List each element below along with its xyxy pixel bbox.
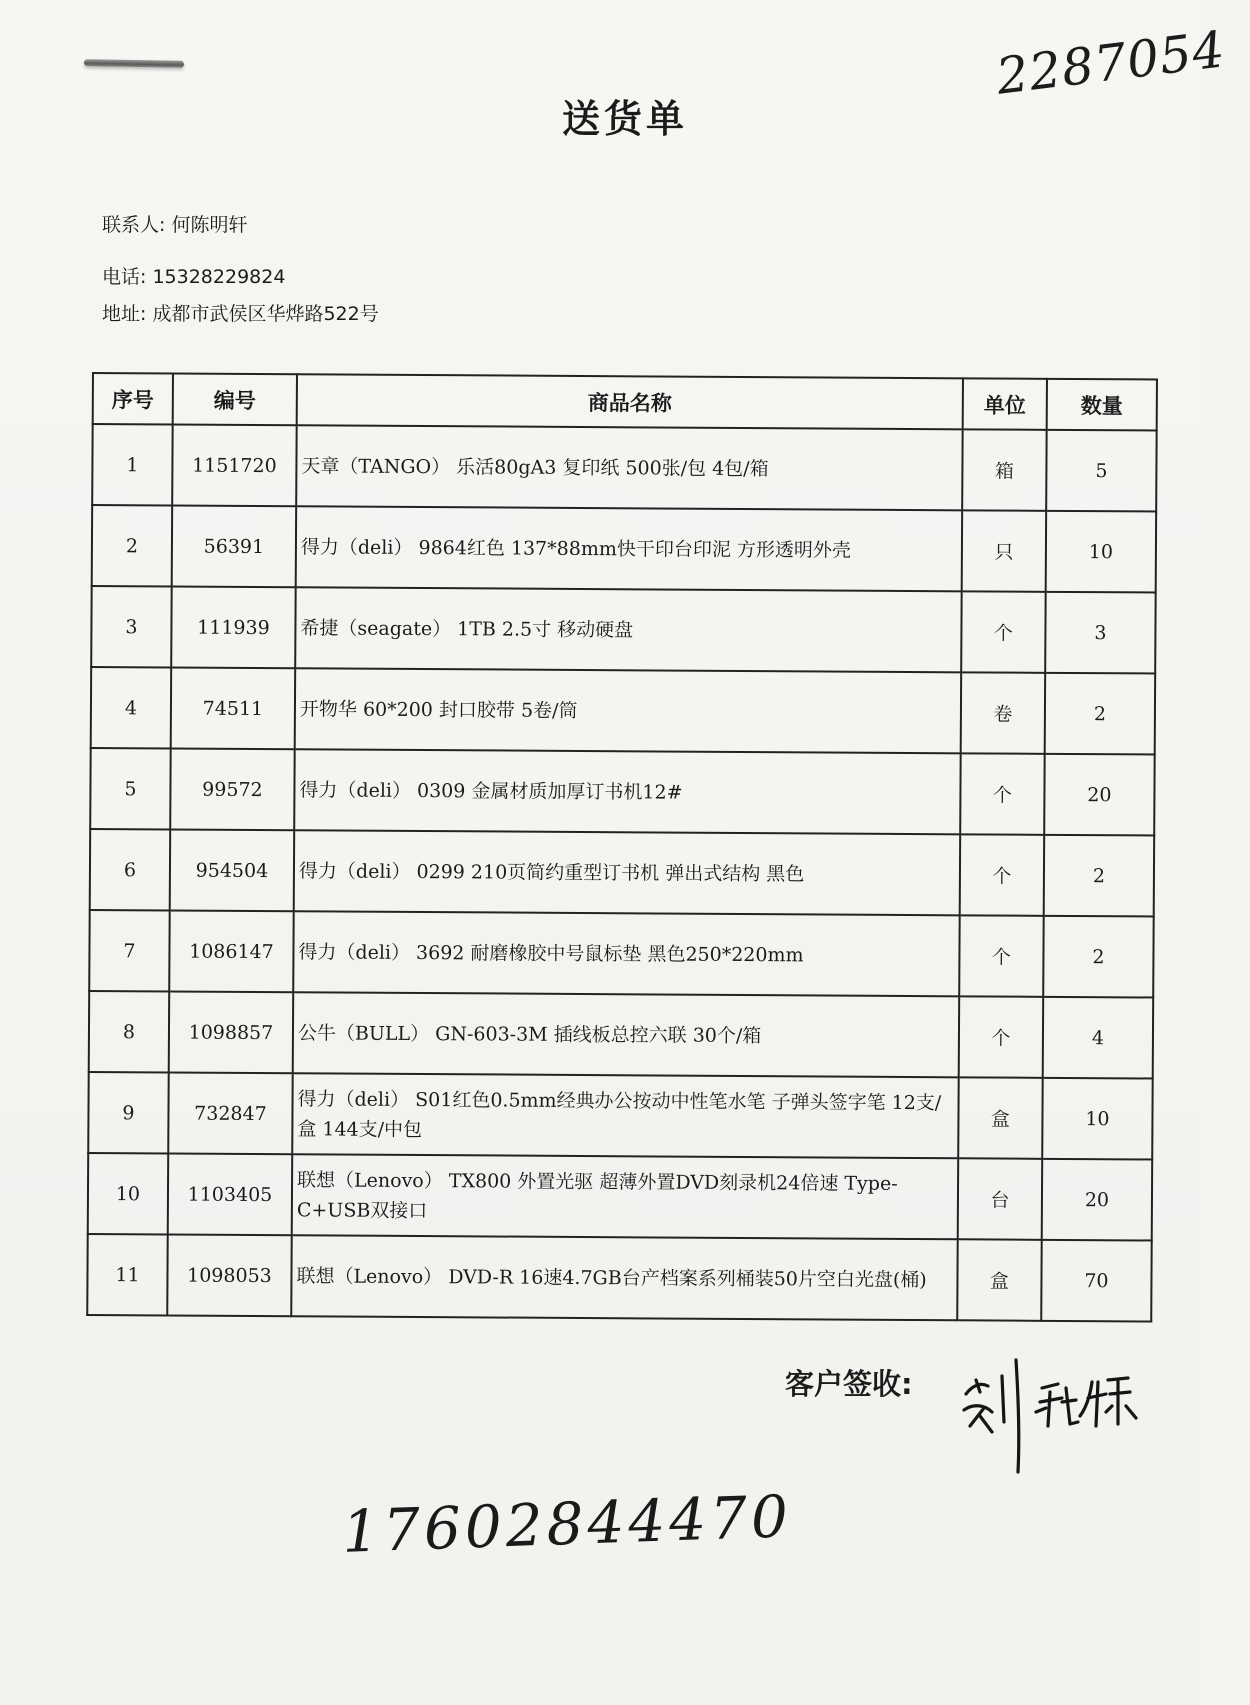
header-seq: 序号 (93, 373, 173, 424)
cell-unit: 个 (960, 753, 1044, 835)
cell-name: 联想（Lenovo） DVD-R 16速4.7GB台产档案系列桶装50片空白光盘(桶) (291, 1235, 957, 1320)
cell-qty: 20 (1042, 1159, 1152, 1241)
cell-qty: 3 (1045, 592, 1155, 674)
address-label: 地址: (102, 303, 147, 325)
cell-code: 99572 (170, 748, 294, 830)
cell-qty: 70 (1041, 1240, 1151, 1322)
table-row (92, 424, 1156, 511)
cell-name: 公牛（BULL） GN-603-3M 插线板总控六联 30个/箱 (293, 992, 959, 1077)
cell-qty: 20 (1044, 754, 1154, 836)
cell-unit: 卷 (961, 672, 1045, 754)
cell-seq: 7 (89, 910, 169, 991)
phone-label: 电话: (102, 266, 147, 288)
cell-seq: 8 (89, 991, 169, 1072)
customer-signature (958, 1352, 1148, 1482)
cell-name: 得力（deli） 9864红色 137*88mm快干印台印泥 方形透明外壳 (296, 506, 962, 591)
cell-unit: 盒 (957, 1239, 1041, 1321)
table-row (91, 586, 1155, 673)
handwritten-order-number: 2287054 (993, 20, 1229, 106)
contact-line (102, 210, 247, 237)
cell-qty: 4 (1043, 997, 1153, 1079)
cell-qty: 2 (1043, 916, 1153, 998)
table-header-row (93, 373, 1157, 430)
cell-code: 732847 (168, 1072, 292, 1154)
cell-name: 得力（deli） 0299 210页简约重型订书机 弹出式结构 黑色 (294, 830, 960, 915)
cell-seq: 3 (91, 586, 171, 667)
cell-name: 开物华 60*200 封口胶带 5卷/筒 (295, 668, 961, 753)
table-row (91, 667, 1155, 754)
table-row (90, 748, 1154, 835)
cell-unit: 盒 (958, 1077, 1042, 1159)
phone-value: 15328229824 (152, 266, 286, 288)
cell-qty: 2 (1045, 673, 1155, 755)
cell-unit: 个 (960, 834, 1044, 916)
cell-seq: 2 (92, 505, 172, 586)
cell-seq: 10 (88, 1153, 168, 1234)
table-row (89, 910, 1153, 997)
staple (84, 59, 184, 68)
cell-name: 希捷（seagate） 1TB 2.5寸 移动硬盘 (295, 587, 961, 672)
cell-seq: 6 (90, 829, 170, 910)
cell-qty: 5 (1046, 430, 1156, 512)
handwritten-phone-number: 17602844470 (340, 1482, 793, 1566)
header-name: 商品名称 (297, 374, 963, 429)
contact-value: 何陈明轩 (171, 214, 248, 236)
cell-name: 天章（TANGO） 乐活80gA3 复印纸 500张/包 4包/箱 (296, 425, 962, 510)
customer-signature-label: 客户签收: (785, 1367, 913, 1401)
cell-seq: 11 (87, 1234, 167, 1315)
cell-code: 56391 (172, 505, 296, 587)
contact-label: 联系人: (102, 214, 166, 236)
cell-code: 111939 (171, 586, 295, 668)
cell-seq: 9 (88, 1072, 168, 1153)
cell-seq: 1 (92, 424, 172, 505)
cell-unit: 箱 (962, 429, 1046, 511)
cell-unit: 个 (959, 996, 1043, 1078)
cell-code: 1103405 (168, 1153, 292, 1235)
cell-unit: 只 (962, 510, 1046, 592)
table-row (87, 1234, 1151, 1321)
cell-name: 得力（deli） 0309 金属材质加厚订书机12# (294, 749, 960, 834)
address-line (102, 299, 379, 326)
table-row (89, 991, 1153, 1078)
header-qty: 数量 (1047, 379, 1157, 431)
phone-line (102, 262, 285, 289)
cell-qty: 2 (1044, 835, 1154, 917)
items-table (86, 372, 1158, 1322)
cell-code: 1098857 (169, 991, 293, 1073)
cell-name: 得力（deli） 3692 耐磨橡胶中号鼠标垫 黑色250*220mm (293, 911, 959, 996)
header-unit: 单位 (963, 378, 1047, 430)
cell-code: 954504 (170, 829, 294, 911)
cell-qty: 10 (1042, 1078, 1152, 1160)
cell-name: 联想（Lenovo） TX800 外置光驱 超薄外置DVD刻录机24倍速 Type-C+USB双接口 (292, 1154, 958, 1239)
header-code: 编号 (173, 373, 297, 425)
table-row (90, 829, 1154, 916)
address-value: 成都市武侯区华烨路522号 (152, 303, 379, 325)
cell-unit: 台 (958, 1158, 1042, 1240)
cell-name: 得力（deli） S01红色0.5mm经典办公按动中性笔水笔 子弹头签字笔 12支/盒 144支/中包 (292, 1073, 958, 1158)
cell-unit: 个 (959, 915, 1043, 997)
cell-code: 1098053 (167, 1234, 291, 1316)
cell-unit: 个 (961, 591, 1045, 673)
cell-code: 74511 (171, 667, 295, 749)
cell-code: 1151720 (172, 424, 296, 506)
cell-code: 1086147 (169, 910, 293, 992)
table-row (88, 1072, 1152, 1159)
cell-seq: 4 (91, 667, 171, 748)
page-title: 送货单 (561, 97, 688, 141)
cell-qty: 10 (1046, 511, 1156, 593)
table-row (92, 505, 1156, 592)
cell-seq: 5 (90, 748, 170, 829)
table-row (88, 1153, 1152, 1240)
